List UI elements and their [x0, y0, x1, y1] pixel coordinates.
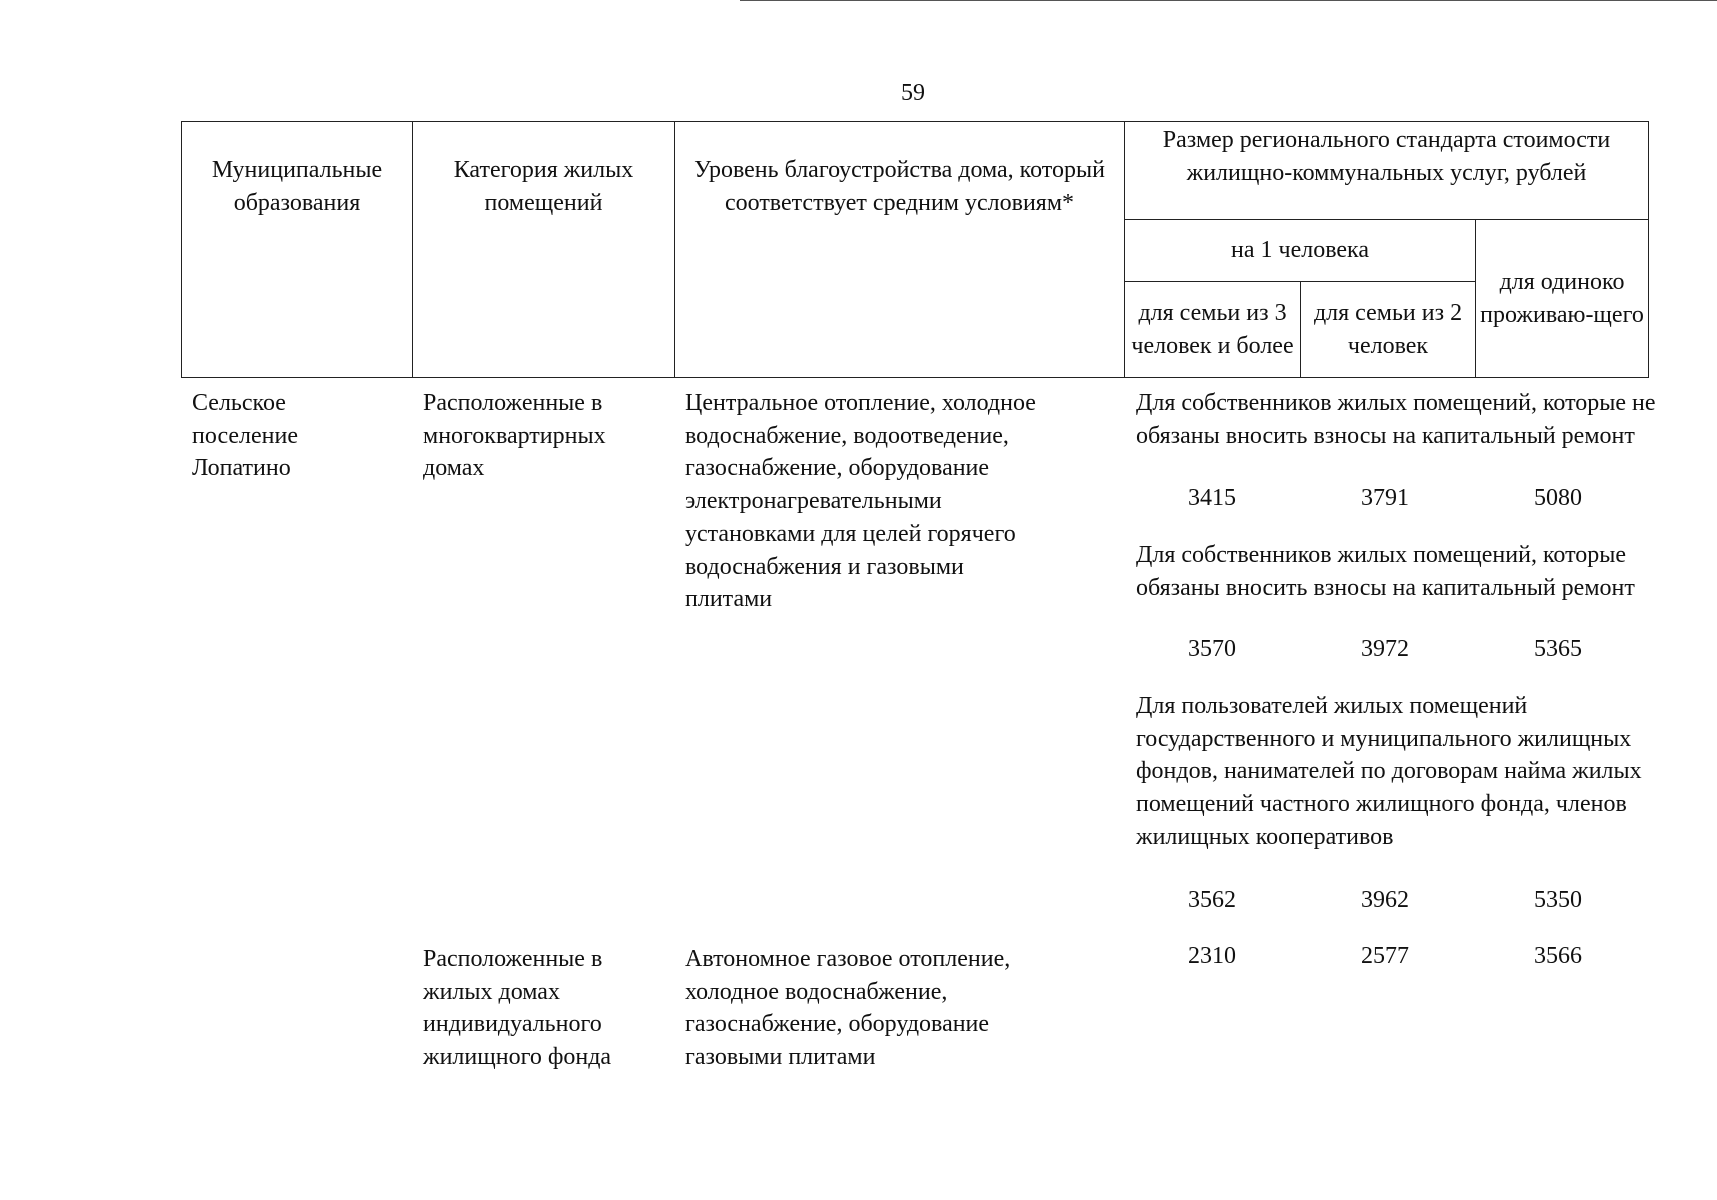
level-apartment-buildings: Центральное отопление, холодное водоснабжение, водоотведение, газоснабжение, оборудование электронагревательными установками для целей горячего водоснабжения и газовыми плитами	[685, 390, 1036, 613]
top-border-line	[740, 0, 1717, 1]
category-apartment-buildings: Расположенные в многоквартирных домах	[423, 390, 606, 482]
municipality-name: Сельское поселение Лопатино	[192, 390, 299, 482]
header-per-person: на 1 человека	[1125, 220, 1476, 282]
header-family-3: для семьи из 3 человек и более	[1125, 282, 1301, 378]
value-single: 5365	[1534, 636, 1582, 662]
group-title-no-capital-repair: Для собственников жилых помещений, которые не обязаны вносить взносы на капитальный ремонт	[1136, 390, 1656, 449]
header-level: Уровень благоустройства дома, который соответствует средним условиям*	[675, 122, 1125, 378]
value-single: 5080	[1534, 485, 1582, 511]
value-family2: 3962	[1361, 887, 1409, 913]
level-individual-houses: Автономное газовое отопление, холодное водоснабжение, газоснабжение, оборудование газовыми плитами	[685, 946, 1011, 1071]
header-single: для одиноко проживаю-щего	[1476, 220, 1649, 378]
value-family3: 2310	[1188, 943, 1236, 969]
value-family3: 3415	[1188, 485, 1236, 511]
value-family3: 3562	[1188, 887, 1236, 913]
value-single: 3566	[1534, 943, 1582, 969]
page-number: 59	[901, 80, 925, 106]
category-individual-houses: Расположенные в жилых домах индивидуального жилищного фонда	[423, 946, 612, 1071]
header-family-2: для семьи из 2 человек	[1301, 282, 1476, 378]
header-municipal: Муниципальные образования	[182, 122, 413, 378]
group-title-tenants: Для пользователей жилых помещений государственного и муниципального жилищных фондов, нанимателей по договорам найма жилых помещений частного жилищного фонда, членов жилищных кооперативов	[1136, 693, 1642, 850]
value-family3: 3570	[1188, 636, 1236, 662]
value-family2: 3972	[1361, 636, 1409, 662]
value-family2: 3791	[1361, 485, 1409, 511]
header-table	[181, 121, 1649, 378]
value-family2: 2577	[1361, 943, 1409, 969]
header-standard-size: Размер регионального стандарта стоимости жилищно-коммунальных услуг, рублей	[1125, 122, 1649, 220]
value-single: 5350	[1534, 887, 1582, 913]
header-category: Категория жилых помещений	[413, 122, 675, 378]
group-title-capital-repair: Для собственников жилых помещений, которые обязаны вносить взносы на капитальный ремонт	[1136, 542, 1635, 601]
